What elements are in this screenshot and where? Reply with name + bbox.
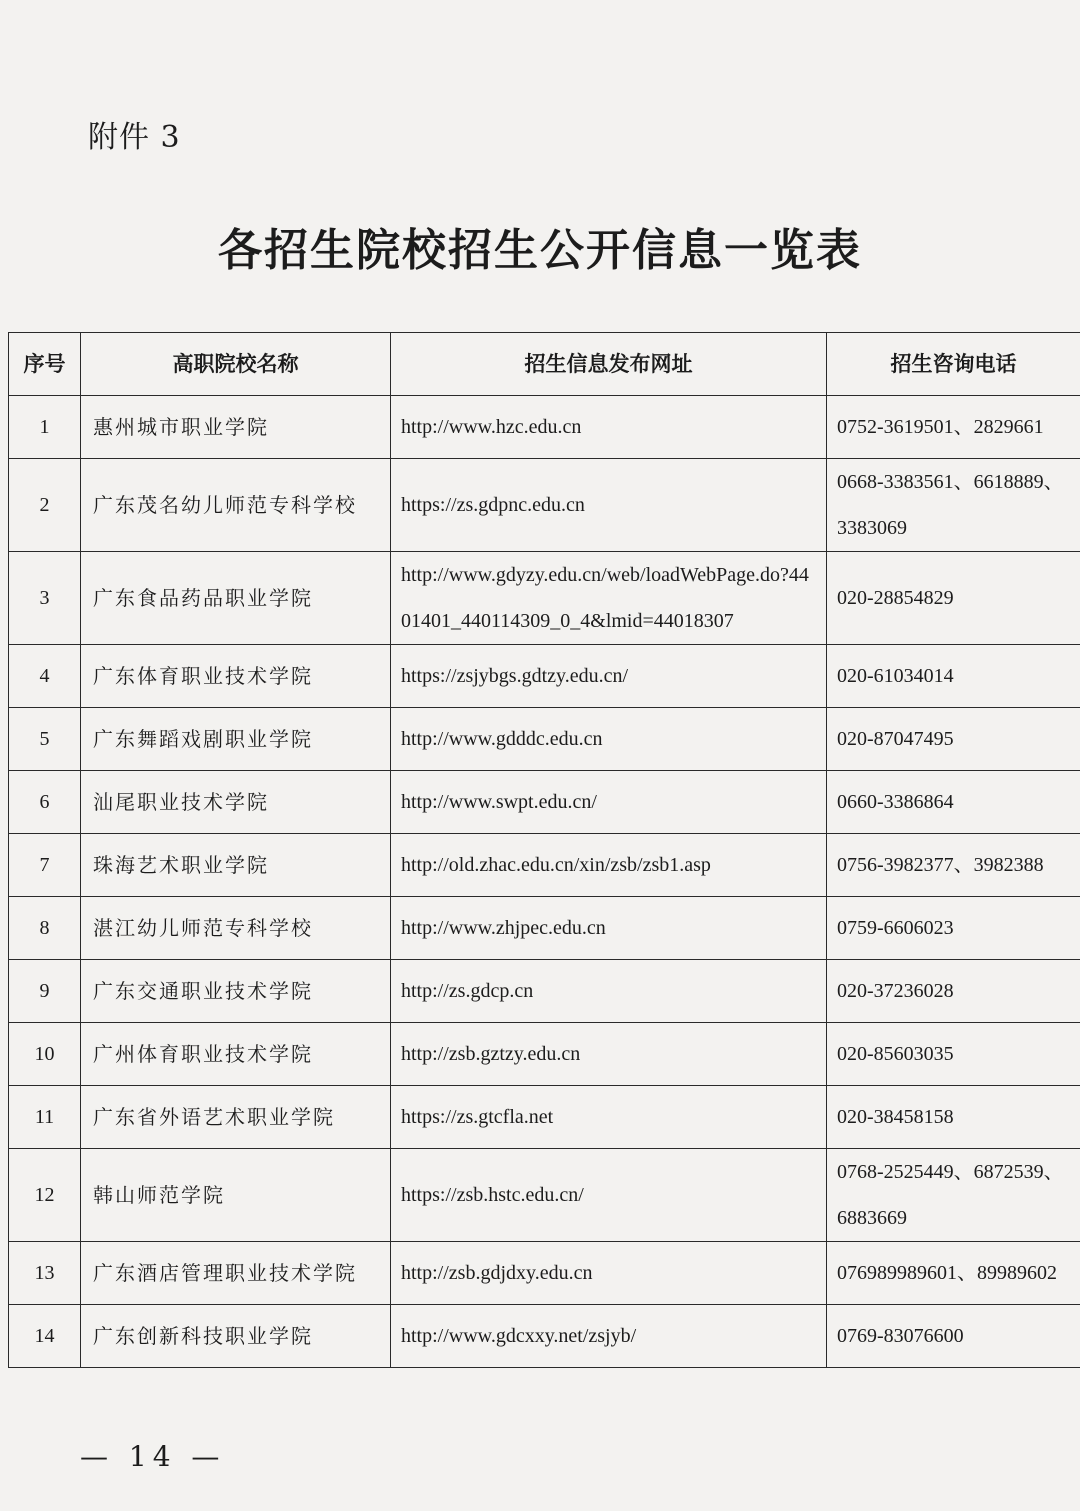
header-phone: 招生咨询电话 <box>827 333 1080 396</box>
cell-phone: 0769-83076600 <box>827 1305 1080 1368</box>
cell-school-name: 广东体育职业技术学院 <box>81 645 391 708</box>
table-row <box>9 459 1080 552</box>
table-body <box>9 396 1080 1368</box>
header-name: 高职院校名称 <box>81 333 391 396</box>
table-row <box>9 1305 1080 1368</box>
table-row <box>9 645 1080 708</box>
attachment-label: 附件 3 <box>88 120 181 155</box>
cell-url-link[interactable]: http://www.gdddc.edu.cn <box>391 708 827 771</box>
header-index: 序号 <box>9 333 81 396</box>
cell-phone: 020-28854829 <box>827 552 1080 645</box>
cell-url-link[interactable]: http://zs.gdcp.cn <box>391 960 827 1023</box>
cell-index: 3 <box>9 552 81 645</box>
cell-school-name: 湛江幼儿师范专科学校 <box>81 897 391 960</box>
cell-phone: 0759-6606023 <box>827 897 1080 960</box>
cell-school-name: 广东食品药品职业学院 <box>81 552 391 645</box>
cell-index: 6 <box>9 771 81 834</box>
table-row <box>9 1023 1080 1086</box>
cell-url-link[interactable]: http://www.zhjpec.edu.cn <box>391 897 827 960</box>
cell-index: 5 <box>9 708 81 771</box>
cell-index: 14 <box>9 1305 81 1368</box>
cell-index: 7 <box>9 834 81 897</box>
table-row <box>9 708 1080 771</box>
cell-url-link[interactable]: https://zs.gdpnc.edu.cn <box>391 459 827 552</box>
cell-url-link[interactable]: http://www.gdyzy.edu.cn/web/loadWebPage.do?4401401_440114309_0_4&lmid=44018307 <box>391 552 827 645</box>
cell-school-name: 汕尾职业技术学院 <box>81 771 391 834</box>
cell-school-name: 广东舞蹈戏剧职业学院 <box>81 708 391 771</box>
cell-school-name: 广东茂名幼儿师范专科学校 <box>81 459 391 552</box>
cell-index: 2 <box>9 459 81 552</box>
header-url: 招生信息发布网址 <box>391 333 827 396</box>
cell-school-name: 广东交通职业技术学院 <box>81 960 391 1023</box>
cell-phone: 020-87047495 <box>827 708 1080 771</box>
cell-index: 13 <box>9 1242 81 1305</box>
table-row <box>9 1149 1080 1242</box>
cell-url-link[interactable]: https://zsjybgs.gdtzy.edu.cn/ <box>391 645 827 708</box>
table-row <box>9 771 1080 834</box>
cell-phone: 0660-3386864 <box>827 771 1080 834</box>
cell-phone: 0756-3982377、3982388 <box>827 834 1080 897</box>
table-row <box>9 1242 1080 1305</box>
cell-index: 8 <box>9 897 81 960</box>
admissions-table <box>8 332 1080 1368</box>
table-row <box>9 834 1080 897</box>
cell-phone: 0668-3383561、6618889、3383069 <box>827 459 1080 552</box>
cell-url-link[interactable]: http://www.gdcxxy.net/zsjyb/ <box>391 1305 827 1368</box>
cell-school-name: 广东酒店管理职业技术学院 <box>81 1242 391 1305</box>
cell-index: 12 <box>9 1149 81 1242</box>
cell-school-name: 韩山师范学院 <box>81 1149 391 1242</box>
table-row <box>9 1086 1080 1149</box>
cell-school-name: 广州体育职业技术学院 <box>81 1023 391 1086</box>
table-row <box>9 897 1080 960</box>
cell-url-link[interactable]: http://www.hzc.edu.cn <box>391 396 827 459</box>
cell-index: 11 <box>9 1086 81 1149</box>
cell-phone: 020-61034014 <box>827 645 1080 708</box>
table-row <box>9 552 1080 645</box>
cell-school-name: 广东创新科技职业学院 <box>81 1305 391 1368</box>
cell-url-link[interactable]: https://zsb.hstc.edu.cn/ <box>391 1149 827 1242</box>
cell-url-link[interactable]: http://zsb.gztzy.edu.cn <box>391 1023 827 1086</box>
cell-url-link[interactable]: https://zs.gtcfla.net <box>391 1086 827 1149</box>
cell-phone: 020-38458158 <box>827 1086 1080 1149</box>
cell-phone: 020-37236028 <box>827 960 1080 1023</box>
cell-phone: 076989989601、89989602 <box>827 1242 1080 1305</box>
cell-phone: 020-85603035 <box>827 1023 1080 1086</box>
cell-index: 1 <box>9 396 81 459</box>
cell-index: 9 <box>9 960 81 1023</box>
cell-school-name: 惠州城市职业学院 <box>81 396 391 459</box>
admissions-table-container <box>8 332 1080 1368</box>
cell-phone: 0752-3619501、2829661 <box>827 396 1080 459</box>
table-row <box>9 396 1080 459</box>
page-number: — 14 — <box>80 1440 226 1473</box>
table-header-row <box>9 333 1080 396</box>
cell-index: 10 <box>9 1023 81 1086</box>
cell-url-link[interactable]: http://www.swpt.edu.cn/ <box>391 771 827 834</box>
cell-phone: 0768-2525449、6872539、6883669 <box>827 1149 1080 1242</box>
cell-school-name: 广东省外语艺术职业学院 <box>81 1086 391 1149</box>
table-row <box>9 960 1080 1023</box>
cell-url-link[interactable]: http://old.zhac.edu.cn/xin/zsb/zsb1.asp <box>391 834 827 897</box>
cell-school-name: 珠海艺术职业学院 <box>81 834 391 897</box>
cell-index: 4 <box>9 645 81 708</box>
page-title: 各招生院校招生公开信息一览表 <box>218 225 862 276</box>
cell-url-link[interactable]: http://zsb.gdjdxy.edu.cn <box>391 1242 827 1305</box>
